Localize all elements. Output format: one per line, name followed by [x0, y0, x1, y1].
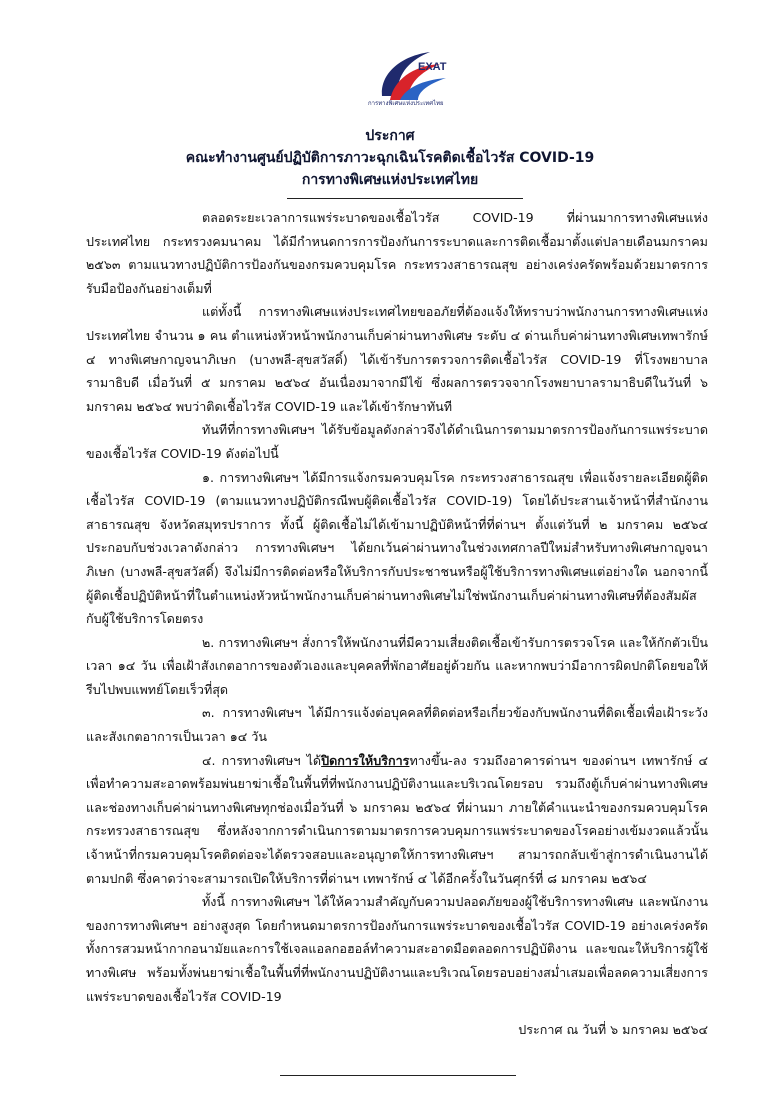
- measure-item-4-emphasis: ปิดการให้บริการ: [321, 752, 410, 768]
- paragraph-measures-intro: ทันทีที่การทางพิเศษฯ ได้รับข้อมูลดังกล่าวจึงได้ดำเนินการตามมาตรการป้องกันการแพร่ระบาดของเชื้อไวรัส COVID-19 ดังต่อไปนี้: [86, 422, 708, 461]
- paragraph-intro: ตลอดระยะเวลาการแพร่ระบาดของเชื้อไวรัส COVID-19 ที่ผ่านมาการทางพิเศษแห่งประเทศไทย กระทรวงคมนาคม ได้มีกำหนดการการป้องกันการระบาดและการติดเชื้อมาตั้งแต่ปลายเดือนมกราคม ๒๕๖๓ ตามแนวทางปฏิบัติการป้องกันของกรมควบคุมโรค กระทรวงสาธารณสุข อย่างเคร่งครัดพร้อมด้วยมาตรการรับมือป้องกันอย่างเต็มที่: [86, 210, 708, 296]
- announcement-body: [86, 206, 708, 1008]
- logo-caption: การทางพิเศษแห่งประเทศไทย: [368, 100, 444, 107]
- logo-brand-text: EXAT: [418, 61, 447, 73]
- organization-name: การทางพิเศษแห่งประเทศไทย: [301, 172, 479, 188]
- paragraph-closing: ทั้งนี้ การทางพิเศษฯ ได้ให้ความสำคัญกับความปลอดภัยของผู้ใช้บริการทางพิเศษ และพนักงานของการทางพิเศษฯ อย่างสูงสุด โดยกำหนดมาตรการป้องกันการแพร่ระบาดของเชื้อไวรัส COVID-19 อย่างเคร่งครัด ทั้งการสวมหน้ากากอนามัยและการใช้เจลแอลกอฮอล์ทำความสะอาดมือตลอดการปฏิบัติงาน และขณะให้บริการผู้ใช้ทางพิเศษ พร้อมทั้งพ่นยาฆ่าเชื้อในพื้นที่ที่พนักงานปฏิบัติงานและบริเวณโดยรอบอย่างสม่ำเสมอเพื่อลดความเสี่ยงการแพร่ระบาดของเชื้อไวรัส COVID-19: [86, 894, 708, 1004]
- measure-item-1: ๑. การทางพิเศษฯ ได้มีการแจ้งกรมควบคุมโรค กระทรวงสาธารณสุข เพื่อแจ้งรายละเอียดผู้ติดเชื้อไวรัส COVID-19 (ตามแนวทางปฏิบัติกรณีพบผู้ติดเชื้อไวรัส COVID-19) โดยได้ประสานเจ้าหน้าที่สำนักงานสาธารณสุข จังหวัดสมุทรปราการ ทั้งนี้ ผู้ติดเชื้อไม่ได้เข้ามาปฏิบัติหน้าที่ที่ด่านฯ ตั้งแต่วันที่ ๒ มกราคม ๒๕๖๔ ประกอบกับช่วงเวลาดังกล่าว การทางพิเศษฯ ได้ยกเว้นค่าผ่านทางในช่วงเทศกาลปีใหม่สำหรับทางพิเศษกาญจนาภิเษก (บางพลี-สุขสวัสดิ์) จึงไม่มีการติดต่อหรือให้บริการกับประชาชนหรือผู้ใช้บริการทางพิเศษแต่อย่างใด นอกจากนี้ ผู้ติดเชื้อปฏิบัติหน้าที่ในตำแหน่งหัวหน้าพนักงานเก็บค่าผ่านทางพิเศษไม่ใช่พนักงานเก็บค่าผ่านทางพิเศษที่ต้องสัมผัสกับผู้ใช้บริการโดยตรง: [86, 469, 708, 627]
- measure-item-4: [86, 749, 708, 891]
- announcement-subtitle: คณะทำงานศูนย์ปฏิบัติการภาวะฉุกเฉินโรคติดเชื้อไวรัส COVID-19: [185, 150, 595, 166]
- measure-item-3: ๓. การทางพิเศษฯ ได้มีการแจ้งต่อบุคคลที่ติดต่อหรือเกี่ยวข้องกับพนักงานที่ติดเชื้อเพื่อเฝ้าระวังและสังเกตอาการเป็นเวลา ๑๔ วัน: [86, 705, 708, 745]
- signature-line: [280, 1075, 516, 1076]
- header-divider: [287, 198, 523, 199]
- paragraph-notice: แต่ทั้งนี้ การทางพิเศษแห่งประเทศไทยขออภัยที่ต้องแจ้งให้ทราบว่าพนักงานการทางพิเศษแห่งประเทศไทย จำนวน ๑ คน ตำแหน่งหัวหน้าพนักงานเก็บค่าผ่านทางพิเศษ ระดับ ๔ ด่านเก็บค่าผ่านทางพิเศษเทพารักษ์ ๔ ทางพิเศษกาญจนาภิเษก (บางพลี-สุขสวัสดิ์) ได้เข้ารับการตรวจการติดเชื้อไวรัส COVID-19 ที่โรงพยาบาลรามาธิบดี เมื่อวันที่ ๕ มกราคม ๒๕๖๔ อันเนื่องมาจากมีไข้ ซึ่งผลการตรวจจากโรงพยาบาลรามาธิบดีในวันที่ ๖ มกราคม ๒๕๖๔ พบว่าติดเชื้อไวรัส COVID-19 และได้เข้ารักษาทันที: [86, 304, 708, 414]
- announcement-title: ประกาศ: [365, 128, 415, 144]
- measure-item-2: ๒. การทางพิเศษฯ สั่งการให้พนักงานที่มีความเสี่ยงติดเชื้อเข้ารับการตรวจโรค และให้กักตัวเป็นเวลา ๑๔ วัน เพื่อเฝ้าสังเกตอาการของตัวเองและบุคคลที่พักอาศัยอยู่ด้วยกัน และหากพบว่ามีอาการผิดปกติโดยขอให้รีบไปพบแพทย์โดยเร็วที่สุด: [86, 634, 708, 697]
- measure-item-4-start: ๔. การทางพิเศษฯ ได้: [202, 752, 322, 768]
- announcement-date: ประกาศ ณ วันที่ ๖ มกราคม ๒๕๖๔: [518, 1022, 708, 1037]
- measure-item-4-rest: ทางขึ้น-ลง รวมถึงอาคารด่านฯ ของด่านฯ เทพารักษ์ ๔ เพื่อทำความสะอาดพร้อมพ่นยาฆ่าเชื้อในพื้นที่ที่พนักงานปฏิบัติงานและบริเวณโดยรอบ รวมถึงตู้เก็บค่าผ่านทางพิเศษและช่องทางเก็บค่าผ่านทางพิเศษทุกช่องเมื่อวันที่ ๖ มกราคม ๒๕๖๔ ที่ผ่านมา ภายใต้คำแนะนำของกรมควบคุมโรค กระทรวงสาธารณสุข ซึ่งหลังจากการดำเนินการตามมาตรการควบคุมการแพร่ระบาดของโรคอย่างเข้มงวดแล้วนั้น เจ้าหน้าที่กรมควบคุมโรคติดต่อจะได้ตรวจสอบและอนุญาตให้การทางพิเศษฯ สามารถกลับเข้าสู่การดำเนินงานได้ตามปกติ ซึ่งคาดว่าจะสามารถเปิดให้บริการที่ด่านฯ เทพารักษ์ ๔ ได้อีกครั้งในวันศุกร์ที่ ๘ มกราคม ๒๕๖๔: [86, 752, 709, 886]
